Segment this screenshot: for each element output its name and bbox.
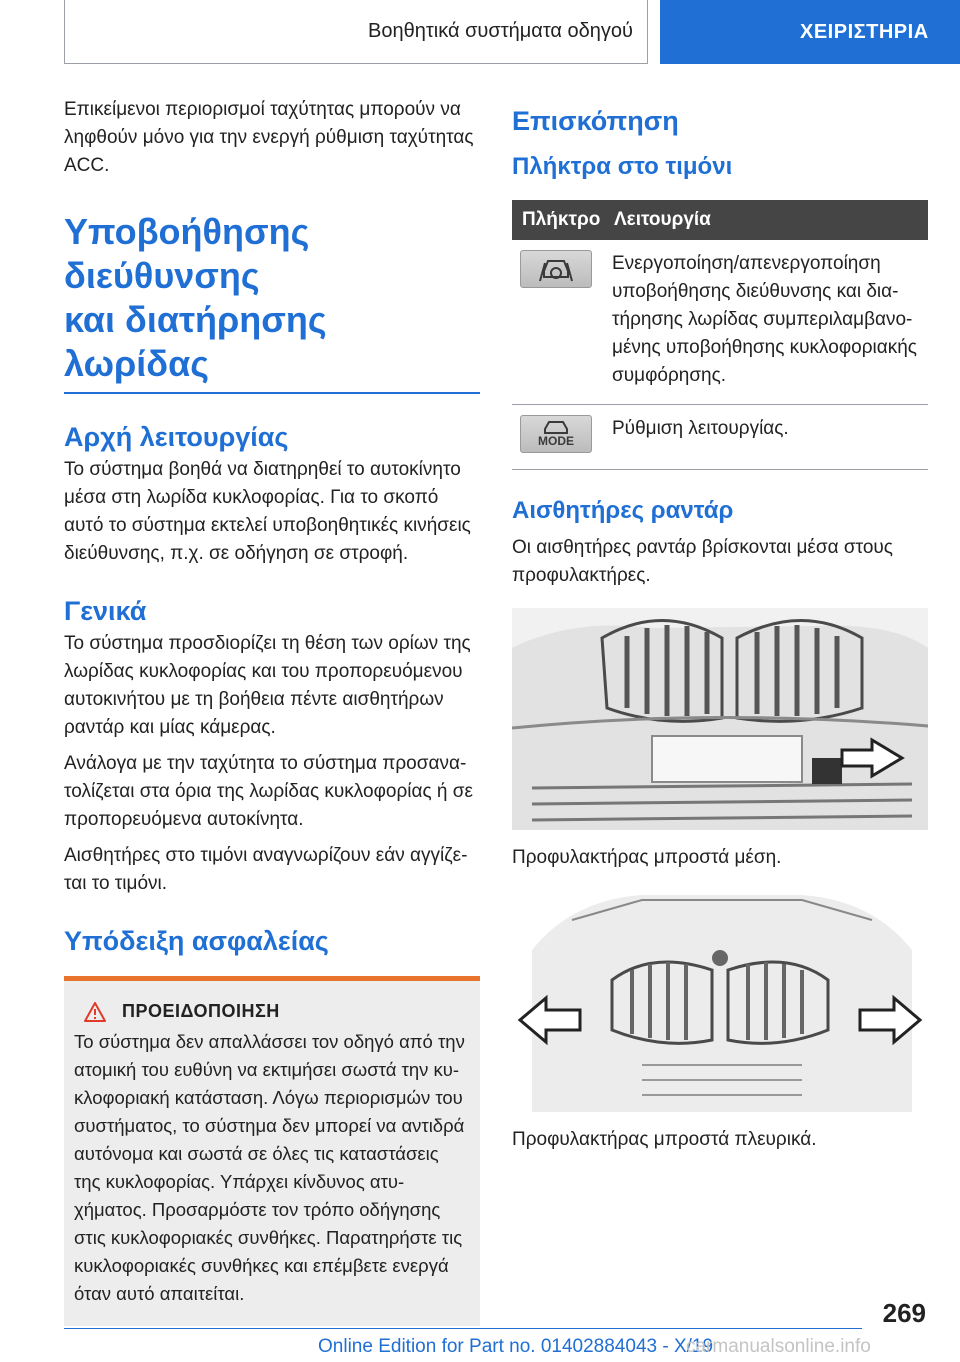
general-paragraph-2: Ανάλογα με την ταχύτητα το σύστημα προσανατολίζεται στα όρια της λωρίδας κυκλοφορίας ή σε προπορευόμενα αυτοκίνητα.: [64, 753, 473, 830]
overview-heading: Επισκόπηση: [512, 106, 679, 136]
table-header-row: [512, 200, 928, 240]
footer-divider: [64, 1328, 862, 1329]
warning-header: [74, 1001, 470, 1022]
mode-key-icon: [520, 415, 592, 453]
chapter-tab[interactable]: [660, 0, 960, 64]
page-title: [64, 210, 480, 386]
radar-text: Οι αισθητήρες ραντάρ βρίσκονται μέσα στους προφυλακτήρες.: [512, 537, 893, 586]
lane-assist-key-icon: [520, 250, 592, 288]
bumper-center-image: [512, 608, 928, 830]
table-cell-function: Ενεργοποίηση/απενεργοποίηση υποβοήθησης διεύθυνσης και διατήρησης λωρίδας συμπεριλαμβανομένης υποβοήθησης κυκλοφοριακής συμφόρησης.: [604, 240, 928, 405]
principle-text: Το σύστημα βοηθά να διατηρηθεί το αυτοκίνητο μέσα στη λωρίδα κυκλοφορίας. Για το σκοπό αυτό το σύστημα εκτελεί υποβοηθητικές κινήσεις διεύθυνσης, π.χ. σε οδήγηση σε στροφή.: [64, 459, 471, 564]
warning-box: [64, 981, 480, 1326]
footer-edition: Online Edition for Part no. 01402884043 - X/19: [318, 1336, 714, 1357]
intro-text: Επικείμενοι περιορισμοί ταχύτητας μπορούν να ληφθούν μόνο για την ενεργή ρύθμιση ταχύτητας ACC.: [64, 99, 474, 176]
table-row: [512, 240, 928, 405]
left-column: [64, 96, 480, 1326]
general-paragraph-3: Αισθητήρες στο τιμόνι αναγνωρίζουν εάν αγγίζεται το τιμόνι.: [64, 845, 468, 894]
bumper-side-image: [512, 890, 928, 1112]
caption-center: Προφυλακτήρας μπροστά μέση.: [512, 847, 782, 868]
table-cell-key: [512, 240, 604, 405]
mode-key-label: MODE: [538, 434, 574, 448]
page-title-line-1: Υποβοήθησης διεύθυνσης: [64, 211, 310, 296]
table-cell-key: [512, 405, 604, 470]
page-number: 269: [882, 1298, 926, 1328]
footer-watermark[interactable]: carmanualsonline.info: [686, 1336, 871, 1357]
warning-title: ΠΡΟΕΙΔΟΠΟΙΗΣΗ: [122, 1001, 280, 1021]
right-column: [512, 96, 928, 1154]
page-title-line-2: και διατήρησης λωρίδας: [64, 299, 327, 384]
table-cell-function: Ρύθμιση λειτουργίας.: [604, 405, 928, 470]
section-header: [64, 0, 648, 64]
general-paragraph-1: Το σύστημα προσδιορίζει τη θέση των ορίων της λωρίδας κυκλοφορίας και του προπορευόμενου αυτοκινήτου με τη βοήθεια πέντε αισθητήρων ραντάρ και μίας κάμερας.: [64, 633, 471, 738]
warning-triangle-icon: [84, 1002, 106, 1022]
buttons-table: [512, 200, 928, 470]
radar-heading: Αισθητήρες ραντάρ: [512, 497, 734, 524]
table-row: [512, 405, 928, 470]
table-header-key: Πλήκτρο: [512, 200, 604, 240]
general-heading: Γενικά: [64, 596, 147, 626]
section-title: Βοηθητικά συστήματα οδηγού: [368, 20, 633, 42]
caption-side: Προφυλακτήρας μπροστά πλευρικά.: [512, 1129, 817, 1150]
chapter-title: ΧΕΙΡΙΣΤΗΡΙΑ: [800, 20, 929, 43]
table-header-function: Λειτουργία: [604, 200, 928, 240]
warning-text: Το σύστημα δεν απαλλάσσει τον οδηγό από την ατομική του ευθύνη να εκτιμήσει σωστά την κυκλοφοριακή κατάσταση. Λόγω περιορισμών του συστήματος, το σύστημα δεν μπορεί να αντιδρά αυτόνομα και σωστά σε όλες τις καταστάσεις της κυκλοφορίας. Υπάρχει κίνδυνος ατυχήματος. Προσαρμόστε τον τρόπο οδήγησης στις κυκλοφοριακές συνθήκες. Παρατηρήστε τις κυκλοφοριακές συνθήκες και επέμβετε ενεργά όταν αυτό απαιτείται.: [74, 1031, 465, 1304]
buttons-heading: Πλήκτρα στο τιμόνι: [512, 153, 733, 180]
principle-heading: Αρχή λειτουργίας: [64, 422, 289, 452]
safety-heading: Υπόδειξη ασφαλείας: [64, 926, 329, 956]
